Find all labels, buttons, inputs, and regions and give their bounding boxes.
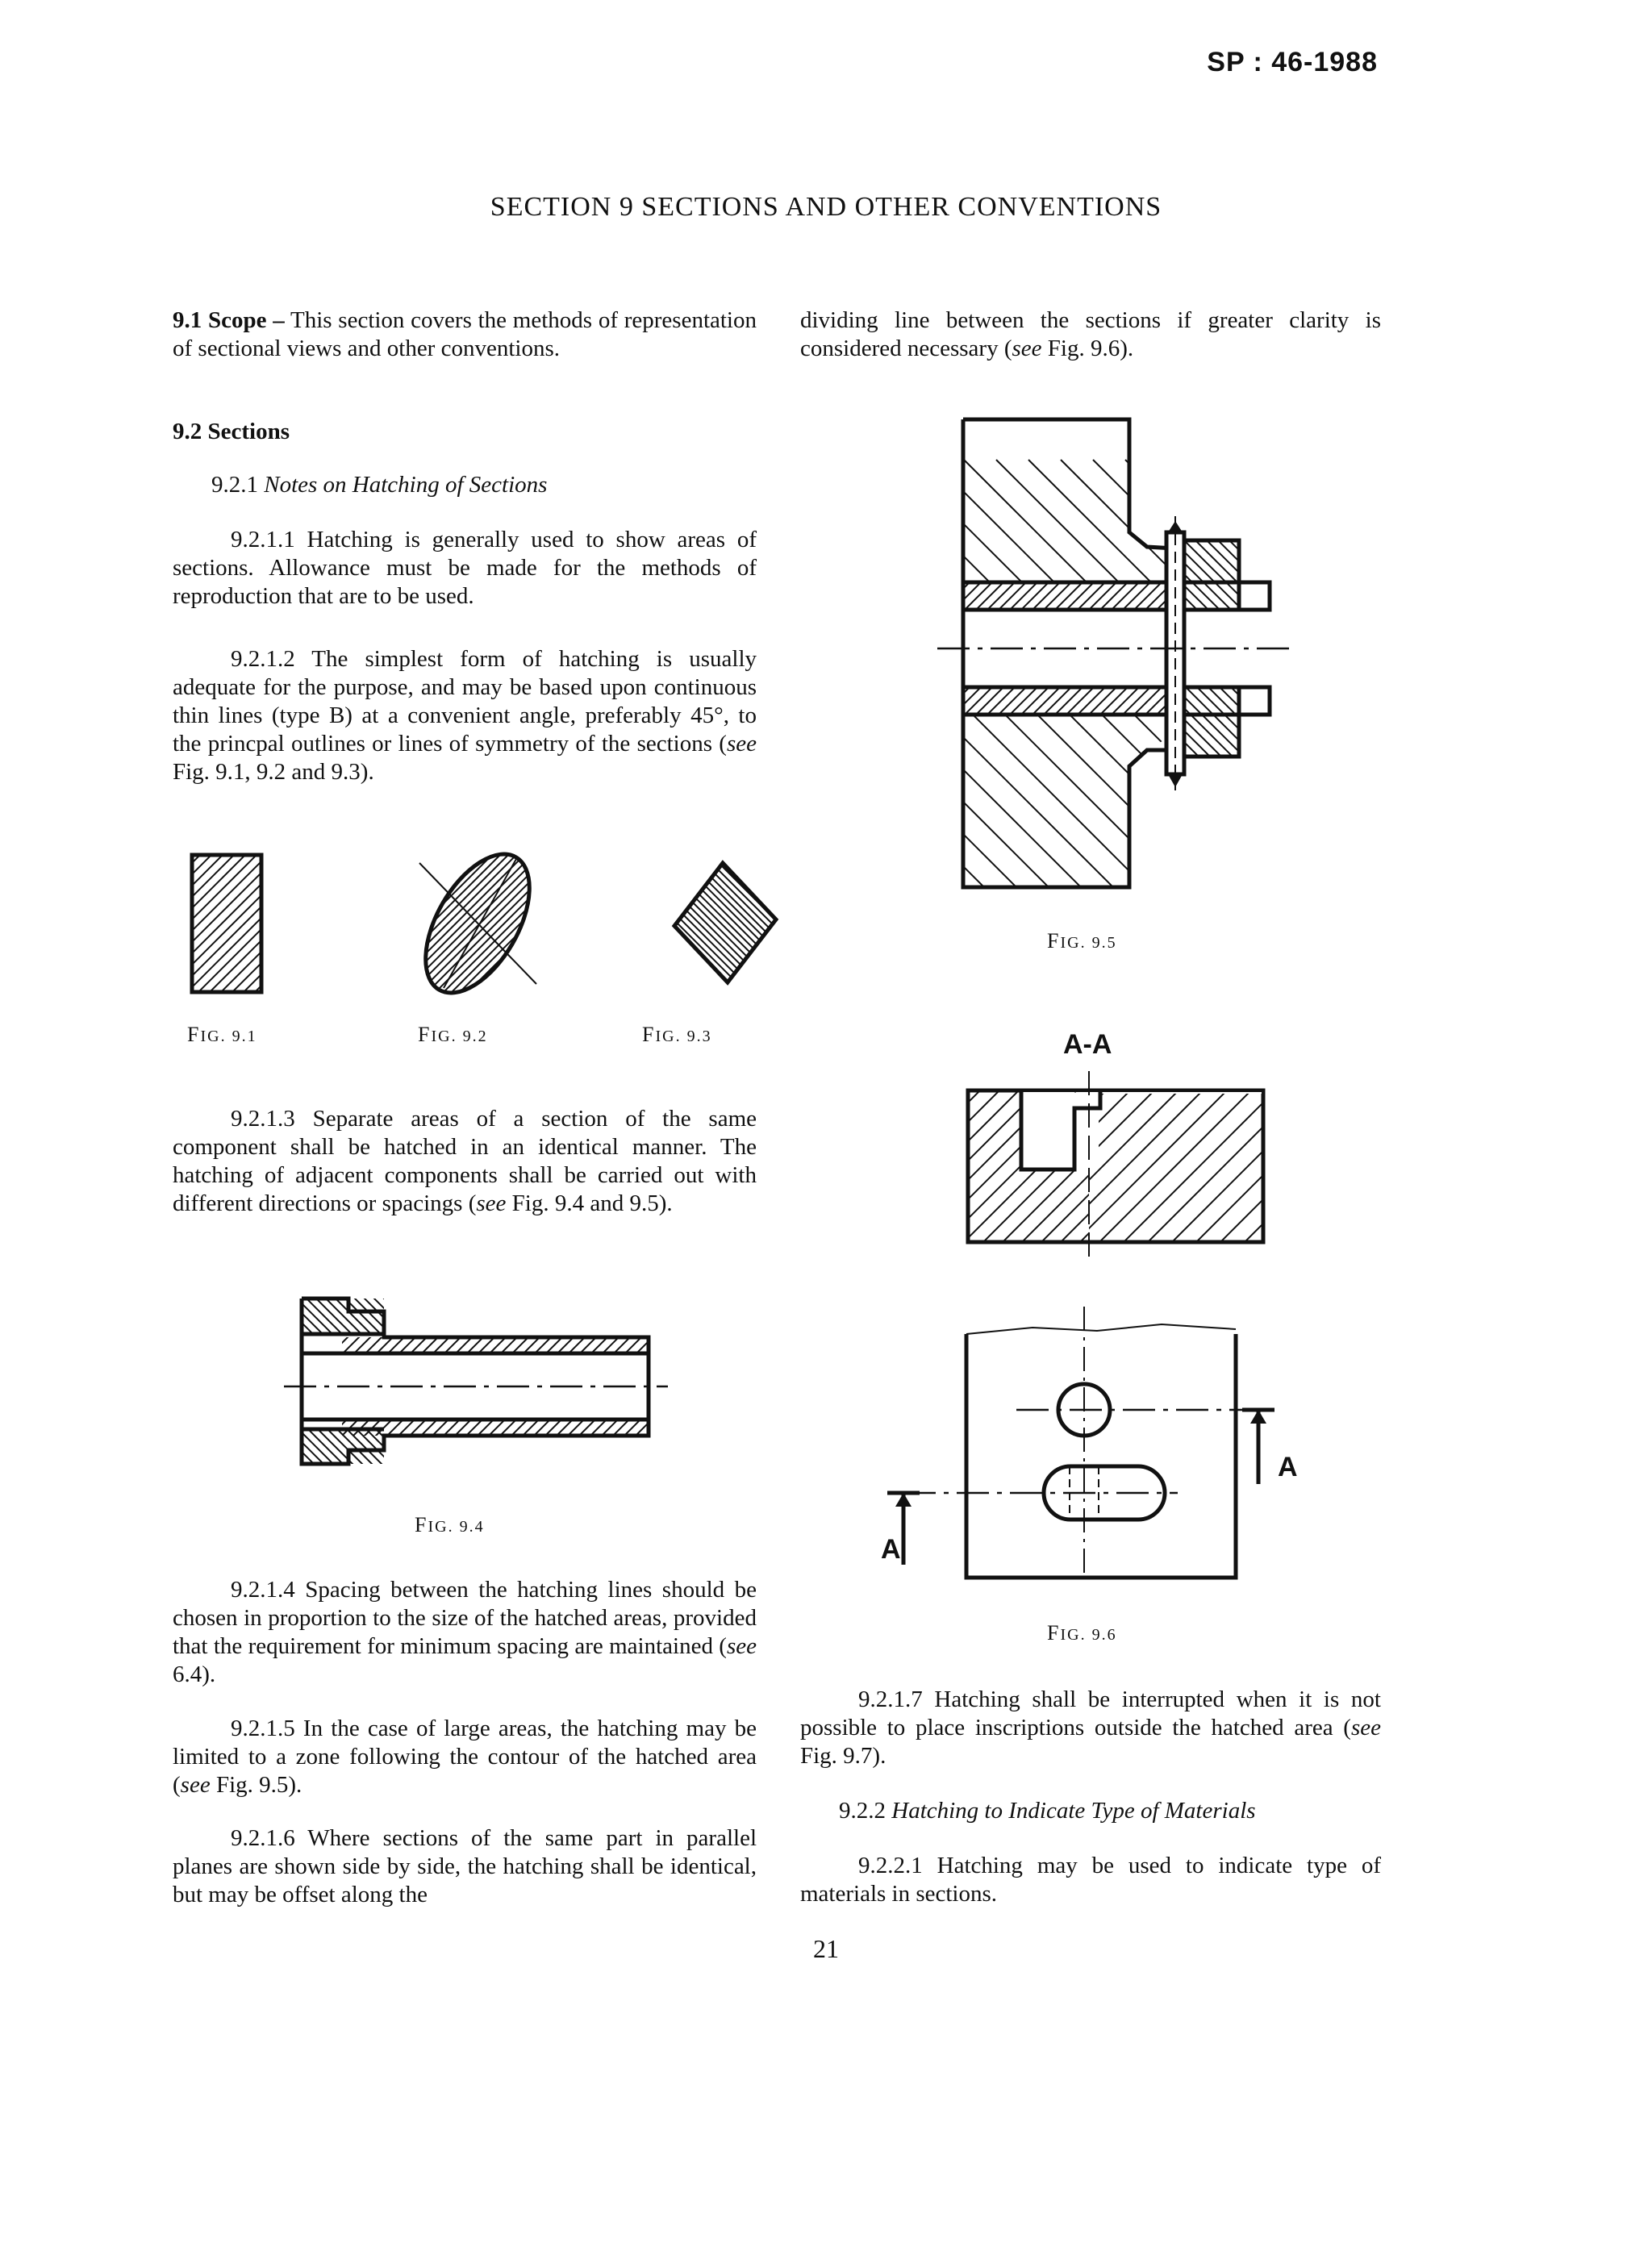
hatch-line — [360, 847, 513, 1000]
hatch-line — [1270, 536, 1307, 613]
hatch-line — [524, 839, 694, 1008]
hatch-line — [936, 460, 960, 585]
hatch-line — [1184, 686, 1257, 758]
hatch-line — [258, 847, 411, 1000]
hatch-line — [729, 859, 807, 988]
hatch-line — [702, 839, 807, 1008]
hatch-line — [1212, 1087, 1323, 1246]
hatch-line — [281, 847, 434, 1000]
hatch-line — [573, 839, 742, 1008]
paragraph-9-2-1-5 — [173, 1715, 757, 1799]
fig-9-6-caption — [1047, 1621, 1117, 1645]
cap-f: F — [187, 1023, 201, 1046]
hatch-line — [773, 859, 807, 988]
hatch-line — [1214, 536, 1291, 613]
cutting-plane-label-right: A — [1278, 1452, 1298, 1482]
hatch-line — [1241, 1087, 1323, 1246]
hatch-line — [428, 1424, 473, 1468]
hatch-line — [655, 1416, 670, 1439]
hatch-line — [1222, 460, 1307, 585]
hatch-line — [371, 839, 540, 1008]
fig-9-1-caption — [187, 1023, 257, 1047]
cap-f: F — [1047, 1621, 1061, 1645]
cap-f: F — [415, 1513, 428, 1536]
hatch-line — [936, 581, 960, 613]
hatch-line — [1134, 715, 1307, 895]
hatch-line — [1263, 715, 1307, 895]
hatch-line — [1005, 715, 1186, 895]
hatch-line — [1168, 1087, 1323, 1246]
hatch-line — [380, 1424, 424, 1468]
hatch-line — [1289, 1087, 1323, 1246]
paragraph-9-2-1-2 — [173, 645, 757, 786]
hatch-line — [190, 847, 344, 1000]
hatch-line — [1180, 536, 1257, 613]
hatch-line — [380, 1295, 424, 1339]
cap-rest: IG. 9.6 — [1060, 1626, 1117, 1644]
hatch-line — [363, 839, 532, 1008]
hatch-line — [460, 839, 629, 1008]
paragraph-9-2-1-7-text: 9.2.1.7 Hatching shall be interrupted when it is not possible to place inscriptions outside the hatched area ( — [800, 1686, 1381, 1741]
hatch-line — [1195, 686, 1268, 758]
cap-rest: IG. 9.2 — [431, 1028, 488, 1045]
hatch-line — [1297, 686, 1307, 758]
hatch-line — [1191, 536, 1268, 613]
hatch-line — [780, 859, 807, 988]
hatch-line — [428, 839, 597, 1008]
paragraph-9-2-1-3-text: 9.2.1.3 Separate areas of a section of the same component shall be hatched in an identical manner. The hatching of adjacent components shall be carried out with different directions or spacings ( — [173, 1106, 757, 1216]
hatch-line — [411, 839, 581, 1008]
hatch-line — [591, 859, 720, 988]
hatch-line — [548, 859, 677, 988]
scope-label: 9.1 Scope – — [173, 307, 285, 333]
hatch-line — [444, 839, 613, 1008]
hatch-line — [476, 839, 645, 1008]
hatch-line — [269, 847, 423, 1000]
hatch-line — [1192, 1087, 1323, 1246]
hatch-line — [428, 1295, 473, 1339]
hatch-line — [468, 839, 637, 1008]
hatch-line — [882, 1087, 1041, 1246]
hatch-line — [555, 859, 684, 988]
fig-9-5-caption — [1047, 929, 1117, 953]
hatch-line — [787, 859, 807, 988]
hatch-line — [419, 1295, 463, 1339]
hatch-line — [686, 859, 807, 988]
hatch-line — [307, 839, 476, 1008]
section-view-label: A-A — [1063, 1029, 1112, 1060]
figure-ref: Fig. 9.1, 9.2 and 9.3). — [173, 759, 374, 785]
hatch-line — [1120, 1087, 1279, 1246]
hatch-line — [557, 839, 726, 1008]
hatch-line — [936, 686, 960, 718]
hatch-line — [584, 859, 713, 988]
hatch-line — [1070, 715, 1250, 895]
paragraph-9-2-1-6 — [173, 1824, 757, 1909]
hatch-line — [355, 839, 524, 1008]
hatch-line — [1150, 686, 1223, 758]
hatch-line — [871, 1087, 964, 1246]
hatch-line — [606, 859, 735, 988]
cap-f: F — [1047, 929, 1061, 953]
figure-ref: Fig. 9.6). — [1041, 336, 1134, 361]
hatch-line — [656, 1335, 670, 1357]
heading-9-2-2-number: 9.2.2 — [839, 1798, 886, 1824]
hatch-line — [1248, 536, 1307, 613]
hatch-line — [202, 847, 355, 1000]
hatch-line — [1192, 1087, 1323, 1246]
hatch-line — [484, 839, 653, 1008]
page-number: 21 — [813, 1934, 839, 1963]
hatch-line — [686, 839, 807, 1008]
fig-9-4-drawing — [282, 1290, 670, 1484]
hatch-line — [339, 839, 508, 1008]
hatch-line — [390, 1295, 434, 1339]
hatch-line — [613, 859, 742, 988]
hatch-line — [577, 859, 706, 988]
fig-9-2-caption — [418, 1023, 488, 1047]
hatch-line — [1259, 536, 1307, 613]
hatch-line — [1153, 1087, 1312, 1246]
paragraph-9-2-1-4-text: 9.2.1.4 Spacing between the hatching lines should be chosen in proportion to the size of the hatched areas, provided that the requirement for minimum spacing are maintained ( — [173, 1577, 757, 1659]
hatch-line — [802, 859, 807, 988]
heading-9-2-2-text: Hatching to Indicate Type of Materials — [891, 1798, 1256, 1824]
cutting-plane-label-left: A — [881, 1534, 901, 1565]
hatch-line — [973, 715, 1153, 895]
hatch-line — [964, 460, 1089, 585]
fig-9-5-drawing — [936, 411, 1307, 903]
hatch-line — [258, 839, 428, 1008]
cap-f: F — [418, 1023, 432, 1046]
hatch-line — [516, 839, 686, 1008]
figure-ref: Fig. 9.5). — [210, 1772, 302, 1798]
hatch-line — [274, 839, 444, 1008]
paragraph-9-2-1-5-text: 9.2.1.5 In the case of large areas, the hatching may be limited to a zone following the contour of the hatched area ( — [173, 1716, 757, 1798]
hatch-line — [936, 715, 1089, 895]
heading-9-2-1-text: Notes on Hatching of Sections — [264, 472, 548, 498]
hatch-line — [419, 1424, 463, 1468]
hatch-line — [1254, 460, 1307, 585]
hatch-line — [667, 1335, 670, 1357]
hatch-line — [399, 1295, 444, 1339]
paragraph-9-2-1-7 — [800, 1686, 1381, 1770]
hatch-line — [292, 847, 445, 1000]
paragraph-continued — [800, 306, 1381, 363]
see-ref: see — [1012, 336, 1042, 361]
hatch-line — [1282, 536, 1307, 613]
hatch-line — [936, 715, 960, 895]
paragraph-9-2-1-3 — [173, 1105, 757, 1218]
see-ref: see — [726, 1633, 757, 1659]
hatch-line — [315, 847, 468, 1000]
hatch-line — [1313, 1087, 1323, 1246]
cap-rest: IG. 9.1 — [200, 1028, 257, 1045]
paragraph-9-2-1-4 — [173, 1576, 757, 1689]
hatch-line — [1076, 1087, 1235, 1246]
hatch-line — [540, 859, 670, 988]
hatch-line — [213, 847, 366, 1000]
hatch-line — [282, 839, 452, 1008]
scope-paragraph — [173, 306, 757, 363]
hatch-line — [1199, 715, 1307, 895]
hatch-line — [323, 839, 492, 1008]
figure-ref: 6.4). — [173, 1661, 216, 1687]
hatch-line — [1274, 686, 1307, 758]
hatch-line — [941, 715, 1121, 895]
hatch-line — [266, 839, 436, 1008]
hatch-line — [403, 839, 573, 1008]
cap-rest: IG. 9.4 — [428, 1518, 485, 1536]
hatch-line — [1166, 715, 1307, 895]
hatch-line — [666, 1416, 670, 1439]
hatch-line — [1225, 536, 1302, 613]
hatch-line — [1304, 536, 1307, 613]
hatch-line — [315, 839, 484, 1008]
heading-9-2: 9.2 Sections — [173, 419, 290, 444]
hatch-line — [419, 839, 589, 1008]
hatch-line — [589, 839, 758, 1008]
hatch-line — [282, 1295, 298, 1339]
fig-9-3-drawing — [540, 859, 807, 988]
hatch-line — [1293, 536, 1307, 613]
cap-rest: IG. 9.5 — [1060, 934, 1117, 952]
hatch-line — [1218, 686, 1291, 758]
paragraph-9-2-1-2-text: 9.2.1.2 The simplest form of hatching is usually adequate for the purpose, and may be based upon continuous thin lines (type B) at a convenient angle, preferably 45°, to the princpal outlines or lines of symmetry of the sections ( — [173, 646, 757, 757]
hatch-line — [605, 839, 774, 1008]
hatch-line — [635, 859, 764, 988]
hatch-line — [1286, 686, 1307, 758]
see-ref: see — [1350, 1715, 1381, 1741]
section-title: SECTION 9 SECTIONS AND OTHER CONVENTIONS — [490, 192, 1162, 222]
figures-9-1-to-9-3 — [161, 839, 807, 1008]
hatch-line — [1216, 1087, 1323, 1246]
hatch-line — [250, 839, 419, 1008]
hatch-line — [224, 847, 378, 1000]
hatch-line — [1241, 686, 1307, 758]
hatch-line — [236, 847, 389, 1000]
see-ref: see — [476, 1190, 507, 1216]
paragraph-9-2-1-1 — [173, 526, 757, 611]
paragraph-9-2-1-1-text: 9.2.1.1 Hatching is generally used to show areas of sections. Allowance must be made for the methods of reproduction that are to be used. — [173, 527, 757, 609]
hatch-line — [562, 859, 691, 988]
hatch-line — [247, 847, 400, 1000]
document-code: SP : 46-1988 — [1207, 47, 1378, 77]
hatch-line — [179, 847, 332, 1000]
hatch-line — [1265, 1087, 1323, 1246]
hatch-line — [298, 839, 468, 1008]
hatch-line — [1231, 715, 1307, 895]
hatch-line — [492, 839, 661, 1008]
paragraph-9-2-2-1-text: 9.2.2.1 Hatching may be used to indicate type of materials in sections. — [800, 1853, 1381, 1907]
figure-ref: Fig. 9.4 and 9.5). — [506, 1190, 673, 1216]
hatch-line — [1287, 460, 1307, 585]
heading-9-2-2 — [839, 1797, 1420, 1825]
hatch-line — [620, 859, 749, 988]
hatch-line — [387, 839, 557, 1008]
hatch-line — [597, 839, 766, 1008]
hatch-line — [1231, 1087, 1323, 1246]
hatch-line — [661, 839, 807, 1008]
hatch-line — [936, 715, 1024, 895]
hatch-line — [642, 859, 771, 988]
hatch-line — [1252, 686, 1307, 758]
heading-9-2-1-number: 9.2.1 — [211, 472, 258, 498]
hatch-line — [1095, 1087, 1254, 1246]
hatch-line — [1190, 460, 1307, 585]
hatch-line — [936, 460, 1057, 585]
hatch-line — [1295, 715, 1307, 895]
cap-f: F — [642, 1023, 656, 1046]
hatch-line — [436, 839, 605, 1008]
hatch-line — [795, 859, 807, 988]
figure-ref: Fig. 9.7). — [800, 1743, 886, 1769]
hatch-line — [599, 859, 728, 988]
fig-9-6-drawing — [871, 1065, 1323, 1581]
hatch-line — [282, 1424, 298, 1468]
hatch-line — [1028, 460, 1153, 585]
paragraph-9-2-2-1 — [800, 1852, 1381, 1908]
hatch-line — [409, 1295, 453, 1339]
cap-rest: IG. 9.3 — [655, 1028, 712, 1045]
hatch-line — [508, 839, 678, 1008]
fig-9-4-caption — [415, 1513, 485, 1537]
heading-9-2-1 — [211, 471, 795, 499]
hatch-line — [161, 847, 186, 1000]
fig-9-3-caption — [642, 1023, 712, 1047]
see-ref: see — [180, 1772, 211, 1798]
hatch-line — [678, 859, 807, 988]
hatch-line — [565, 839, 734, 1008]
scope-text: This section covers the methods of representation of sectional views and other conventions. — [173, 307, 757, 361]
paragraph-9-2-1-6-text: 9.2.1.6 Where sections of the same part in parallel planes are shown side by side, the hatching shall be identical, but may be offset along the — [173, 1825, 757, 1907]
hatch-line — [670, 839, 807, 1008]
hatch-line — [751, 859, 807, 988]
hatch-line — [871, 1087, 1022, 1246]
hatch-line — [1144, 1087, 1303, 1246]
hatch-line — [1115, 1087, 1274, 1246]
continued-text: dividing line between the sections if greater clarity is considered necessary ( — [800, 307, 1381, 361]
see-ref: see — [726, 731, 757, 757]
hatch-line — [996, 460, 1121, 585]
hatch-line — [569, 859, 699, 988]
hatch-line — [936, 460, 1024, 585]
